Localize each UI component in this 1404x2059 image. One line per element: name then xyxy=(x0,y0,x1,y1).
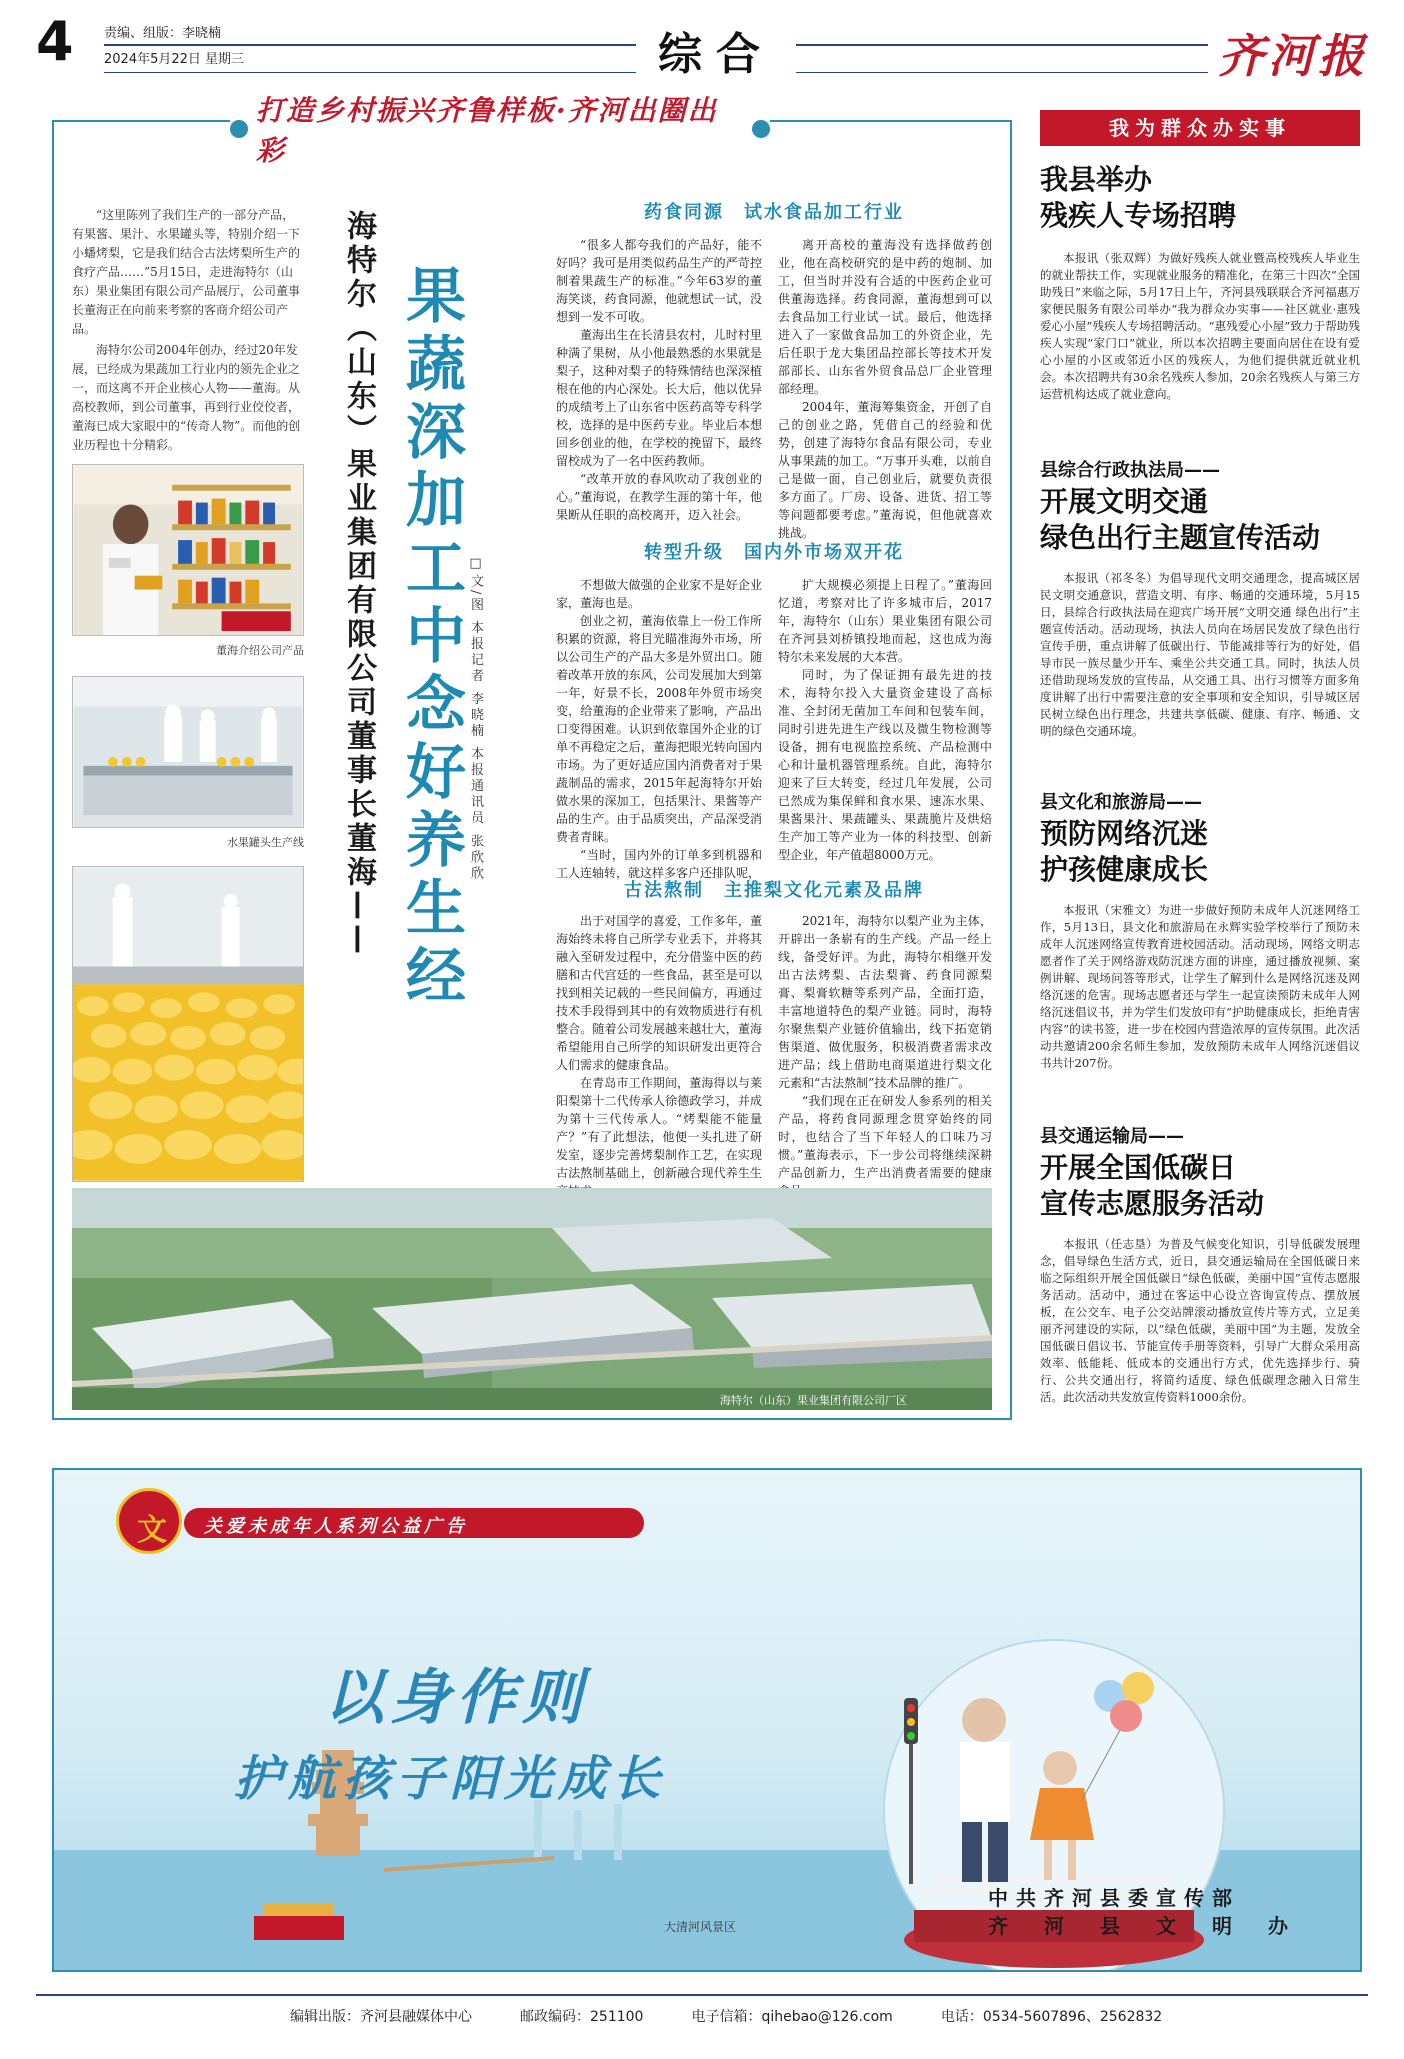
feature-intro xyxy=(72,206,304,455)
ad-sponsor-line: 中共齐河县委宣传部 xyxy=(988,1886,1240,1910)
ad-scene-label: 大清河风景区 xyxy=(664,1920,737,1934)
feature-byline: □文/图 本报记者 李晓楠 本报通讯员 张欣欣 xyxy=(468,556,483,882)
story-title-line: 绿色出行主题宣传活动 xyxy=(1040,521,1321,554)
article-column xyxy=(556,576,762,882)
section-title: 综合 xyxy=(636,18,796,74)
intro-paragraph: “这里陈列了我们生产的一部分产品，有果酱、果汁、水果罐头等，特别介绍一下小蟠烤梨，它是我们结合古法烤梨所生产的食疗产品……”5月15日，走进海特尔（山东）果业集团有限公司产品展厅，公司董事长董海正在向前来考察的客商介绍公司产品。 xyxy=(72,208,301,336)
story-title xyxy=(1040,162,1360,234)
ad-header: 关爱未成年人系列公益广告 xyxy=(204,1516,468,1537)
article-paragraph: 2021年，海特尔以梨产业为主体，开辟出一条崭有的生产线。产品一经上线，备受好评。为此，海特尔相继开发出古法烤梨、古法梨膏、药食同源梨膏、梨膏软糖等系列产品，全面打造，丰富地道特色的梨产业链。同时，海特尔聚焦梨产业链价值输出，线下拓宽销售渠道、做优服务，积极消费者需求改进产品；线上借助电商渠道进行梨文化元素和“古法熬制”技术品牌的推广。 xyxy=(778,914,992,1090)
story-kicker: 县交通运输局—— xyxy=(1040,1126,1184,1147)
story-paragraph: 本报讯（任志垦）为普及气候变化知识，引导低碳发展理念，倡导绿色生活方式，近日，县交通运输局在全国低碳日来临之际组织开展全国低碳日“绿色低碳，美丽中国”宣传志愿服务活动。活动中，通过在客运中心设立咨询宣传点、摆放展板，在公交车、电子公交站牌滚动播放宣传片等方式，立足美丽齐河建设的实际，以“绿色低碳，美丽中国”为主题，发放全国低碳日倡议书、节能宣传手册等资料，引导广大群众采用高效率、低能耗、低成本的交通出行方式，优先选择步行、骑行、公共交通出行，将简约适度、绿色低碳理念融入日常生活。此次活动共发放宣传资料1000余份。 xyxy=(1040,1237,1360,1404)
story-title-line: 开展文明交通 xyxy=(1040,485,1209,518)
ad-sponsor-line: 齐 河 县 文 明 办 xyxy=(988,1914,1296,1938)
footer-info xyxy=(290,2006,1162,2026)
ad-emblem-icon: 文 xyxy=(116,1488,182,1554)
article-column xyxy=(778,236,992,542)
story-title xyxy=(1040,484,1360,556)
footer-rule xyxy=(36,1994,1368,1996)
public-service-ad xyxy=(52,1468,1362,1972)
right-column xyxy=(1040,110,1360,1430)
footer-phone: 电话：0534-5607896、2562832 xyxy=(940,2009,1163,2025)
feature-subtitle: 海特尔（山东）果业集团有限公司董事长董海—— xyxy=(341,210,376,958)
section-heading: 转型升级 国内外市场双开花 xyxy=(644,542,904,563)
story-title-line: 宣传志愿服务活动 xyxy=(1040,1187,1265,1220)
article-paragraph: 离开高校的董海没有选择做药创业，他在高校研究的是中药的炮制、加工，但当时并没有合适的中医药企业可供董海选择。药食同源，董海想到可以去食品加工行业试一试。最后，他选择进入了一家做食品加工的外资企业，先后任职于龙大集团品控部长等技术开发部部长、山东省外贸食品总厂企业管理部经理。 xyxy=(778,238,992,396)
story-body xyxy=(1040,250,1360,403)
masthead xyxy=(0,0,1404,86)
article-paragraph: “改革开放的春风吹动了我创业的心。”董海说，在教学生涯的第十年，他果断从任职的高校离开，迈入社会。 xyxy=(556,472,762,522)
article-paragraph: “当时，国内外的订单多到机器和工人连轴转，就这样多客户还排队呢， xyxy=(556,848,762,880)
photo-caption: 董海介绍公司产品 xyxy=(216,644,304,657)
article-column xyxy=(556,912,762,1218)
article-paragraph: 2004年，董海筹集资金，开创了自己的创业之路，凭借自己的经验和优势，创建了海特尔食品有限公司，专业从事果蔬的加工。“万事开头难，以前自己是做一面，自己创业后，就要负责很多方面了。厂房、设备、进货、招工等等问题都要考虑。”董海说，但他就喜欢挑战。 xyxy=(778,400,992,540)
banner-dot-icon xyxy=(230,120,248,138)
banner-dot-icon xyxy=(752,120,770,138)
story-kicker: 县综合行政执法局—— xyxy=(1040,460,1220,481)
story-body xyxy=(1040,902,1360,1072)
ad-slogan-secondary: 护航孩子阳光成长 xyxy=(234,1751,667,1807)
article-column xyxy=(778,576,992,864)
right-column-banner: 我为群众办实事 xyxy=(1040,110,1360,146)
article-paragraph: 董海出生在长清县农村，儿时村里种满了果树，从小他最熟悉的水果就是梨子，这种对梨子的特殊情结也深深植根在他的内心深处。长大后，他以优异的成绩考上了山东省中医药高等专科学校，选择的是中医药专业。毕业后本想回乡创业的他，在学校的挽留下，最终留校成为了一名中医药教师。 xyxy=(556,328,762,468)
story-paragraph: 本报讯（祁冬冬）为倡导现代文明交通理念，提高城区居民文明交通意识，营造文明、有序、畅通的交通环境，5月15日，县综合行政执法局在迎宾广场开展“文明交通 绿色出行”主题宣传活动。活动现场，执法人员向在场居民发放了绿色出行宣传手册，重点讲解了低碳出行、节能减排等行为的好处，倡导市民一族尽量少开车、乘坐公共交通工具。同时，执法人员还借助现场发放的宣传品，从交通工具、出行习惯等方面多角度讲解了出行中需要注意的安全事项和安全知识，引导城区居民树立绿色出行理念，共建共享低碳、健康、有序、畅通、文明的绿色交通环境。 xyxy=(1040,571,1360,738)
article-column xyxy=(556,236,762,524)
article-column xyxy=(778,912,992,1200)
section-heading: 古法熬制 主推梨文化元素及品牌 xyxy=(624,880,924,901)
photo-caption: 水果罐头生产线 xyxy=(227,836,304,849)
feature-title: 果蔬深加工中念好养生经 xyxy=(396,264,466,1012)
editor-credit: 责编、组版：李晓楠 xyxy=(104,26,222,41)
story-title-line: 我县举办 xyxy=(1040,163,1153,196)
article-paragraph: “我们现在正在研发人参系列的相关产品，将药食同源理念贯穿始终的同时，也结合了当下年轻人的口味乃习惯。”董海表示，下一步公司将继续深耕产品创新力，生产出消费者需要的健康 xyxy=(778,1094,992,1180)
newspaper-logo: 齐河报 xyxy=(1208,20,1368,86)
issue-date: 2024年5月22日 星期三 xyxy=(104,52,245,67)
feature-banner-text: 打造乡村振兴齐鲁样板·齐河出圈出彩 xyxy=(255,94,718,167)
photo-caption: 海特尔（山东）果业集团有限公司厂区 xyxy=(720,1394,907,1407)
section-heading: 药食同源 试水食品加工行业 xyxy=(644,202,904,223)
photo-showroom xyxy=(72,464,304,636)
ad-slogan-primary: 以身作则 xyxy=(324,1663,588,1733)
story-body xyxy=(1040,1236,1360,1406)
footer xyxy=(0,1994,1404,2034)
page-number: 4 xyxy=(36,10,74,73)
article-paragraph: 在青岛市工作期间，董海得以与莱阳梨第十二代传承人徐德政学习，并成为第十三代传承人。“烤梨能不能量产？”有了此想法，他便一头扎进了研发室，逐步完善烤梨制作工艺，在实现古法熬制基础上，创新融合现代养生生 xyxy=(556,1076,762,1180)
photo-factory-aerial xyxy=(72,1188,992,1410)
footer-publisher: 编辑出版：齐河县融媒体中心 xyxy=(290,2009,472,2025)
article-paragraph: 出于对国学的喜爱，工作多年，董海始终未将自己所学专业丢下，并将其融入至研发过程中，充分借鉴中医的药膳和古代宫廷的一些食品，甚至是可以找到相关记载的一些民间偏方，再通过技术手段得到其中的有效物质进行有机整合。随着公司发展越来越壮大，董海希望能用自己所学的知识研发出更符合人们需求的健康食品。 xyxy=(556,914,762,1072)
story-title xyxy=(1040,816,1360,888)
article-paragraph: 同时，为了保证拥有最先进的技术，海特尔投入大量资金建设了高标准、全封闭无菌加工车间和包装车间，同时引进先进生产线以及微生物检测等设备，拥有电视监控系统、产品检测中心和计量机器管理系统。自此，海特尔迎来了巨大转变，经过几年发展，公司已然成为集保鲜和食水果、速冻水果、果酱果汁、果蔬罐头、果蔬脆片及烘焙生产加工等产业为一体的科技型、创新型企业，年产值超8000万元。 xyxy=(778,668,992,862)
intro-paragraph: 海特尔公司2004年创办，经过20年发展，已经成为果蔬加工行业内的领先企业之一，而这离不开企业核心人物——董海。从高校教师，到公司董事，再到行业佼佼者，董海已成大家眼中的“传奇人物”。而他的创业历程也十分精彩。 xyxy=(72,343,301,452)
story-paragraph: 本报讯（宋雅文）为进一步做好预防未成年人沉迷网络工作，5月13日，县文化和旅游局在永辉实验学校举行了预防未成年人沉迷网络宣传教育进校园活动。活动现场，网络文明志愿者作了关于网络游戏防沉迷方面的讲座，通过播放视频、案例讲解、现场问答等形式，让学生了解到什么是网络沉迷及网络沉迷的危害。现场志愿者还与学生一起宣读预防未成年人网络沉迷倡议书，并为学生们发放印有“护助健康成长，拒绝青害内容”的读书签，进一步在校园内营造浓厚的宣传氛围。此次活动共邀请200余名师生参加，发放预防未成年人网络沉迷倡议书共计207份。 xyxy=(1040,903,1360,1070)
story-title-line: 护孩健康成长 xyxy=(1040,853,1209,886)
story-title-line: 开展全国低碳日 xyxy=(1040,1151,1237,1184)
article-paragraph: 扩大规模必须提上日程了。”董海回忆道，考察对比了许多城市后，2017年，海特尔（山东）果业集团有限公司在齐河县刘桥镇投地而起，这也成为海特尔未来发展的大本营。 xyxy=(778,578,992,664)
story-body xyxy=(1040,570,1360,740)
story-title xyxy=(1040,1150,1360,1222)
story-title-line: 预防网络沉迷 xyxy=(1040,817,1209,850)
article-paragraph: 不想做大做强的企业家不是好企业家，董海也是。 xyxy=(556,578,762,610)
article-paragraph: 创业之初，董海依靠上一份工作所积累的资源，将目光瞄准海外市场，所以公司生产的产品大多是外贸出口。随着改革开放的东风，公司发展加大到第一年，好景不长，2008年外贸市场突变，给董海的企业带来了影响，产品出口变得困难。认识到依靠国外企业的订单不再稳定之后，董海把眼光转向国内市场。为了更好适应国内消费者对于果蔬制品的需求，2015年起海特尔开始做水果的深加工，包括果汁、果酱等产品的生产。由于品质突出，产品深受消费者青睐。 xyxy=(556,614,762,844)
footer-postcode: 邮政编码：251100 xyxy=(520,2009,644,2025)
story-kicker: 县文化和旅游局—— xyxy=(1040,792,1202,813)
story-paragraph: 本报讯（张双辉）为做好残疾人就业暨高校残疾人毕业生的就业帮扶工作，实现就业服务的精准化，在第三十四次“全国助残日”来临之际，5月17日上午，齐河县残联联合齐河福惠万家便民服务有限公司举办“我为群众办实事——社区就业·惠残爱心小屋”残疾人专场招聘活动。“惠残爱心小屋”致力于帮助残疾人实现“家门口”就业，所以本次招聘主要面向居住在设有爱心小屋的小区或邻近小区的残疾人，为他们提供就近就业机会。本次招聘共有30余名残疾人参加，20余名残疾人与第三方运营机构达成了就业意向。 xyxy=(1040,251,1360,401)
story-title-line: 残疾人专场招聘 xyxy=(1040,199,1237,232)
photo-production-line xyxy=(72,676,304,828)
ad-sponsor xyxy=(988,1884,1296,1940)
photo-yellow-peaches xyxy=(72,866,304,1182)
article-paragraph: “很多人都夸我们的产品好，能不好吗？我可是用类似药品生产的严苛控制着果蔬生产的标准。”今年63岁的董海笑谈，药食同源，他就想试一试，没想到一发不可收。 xyxy=(556,238,762,324)
footer-email: 电子信箱：qihebao@126.com xyxy=(691,2009,893,2025)
feature-banner xyxy=(230,94,770,167)
